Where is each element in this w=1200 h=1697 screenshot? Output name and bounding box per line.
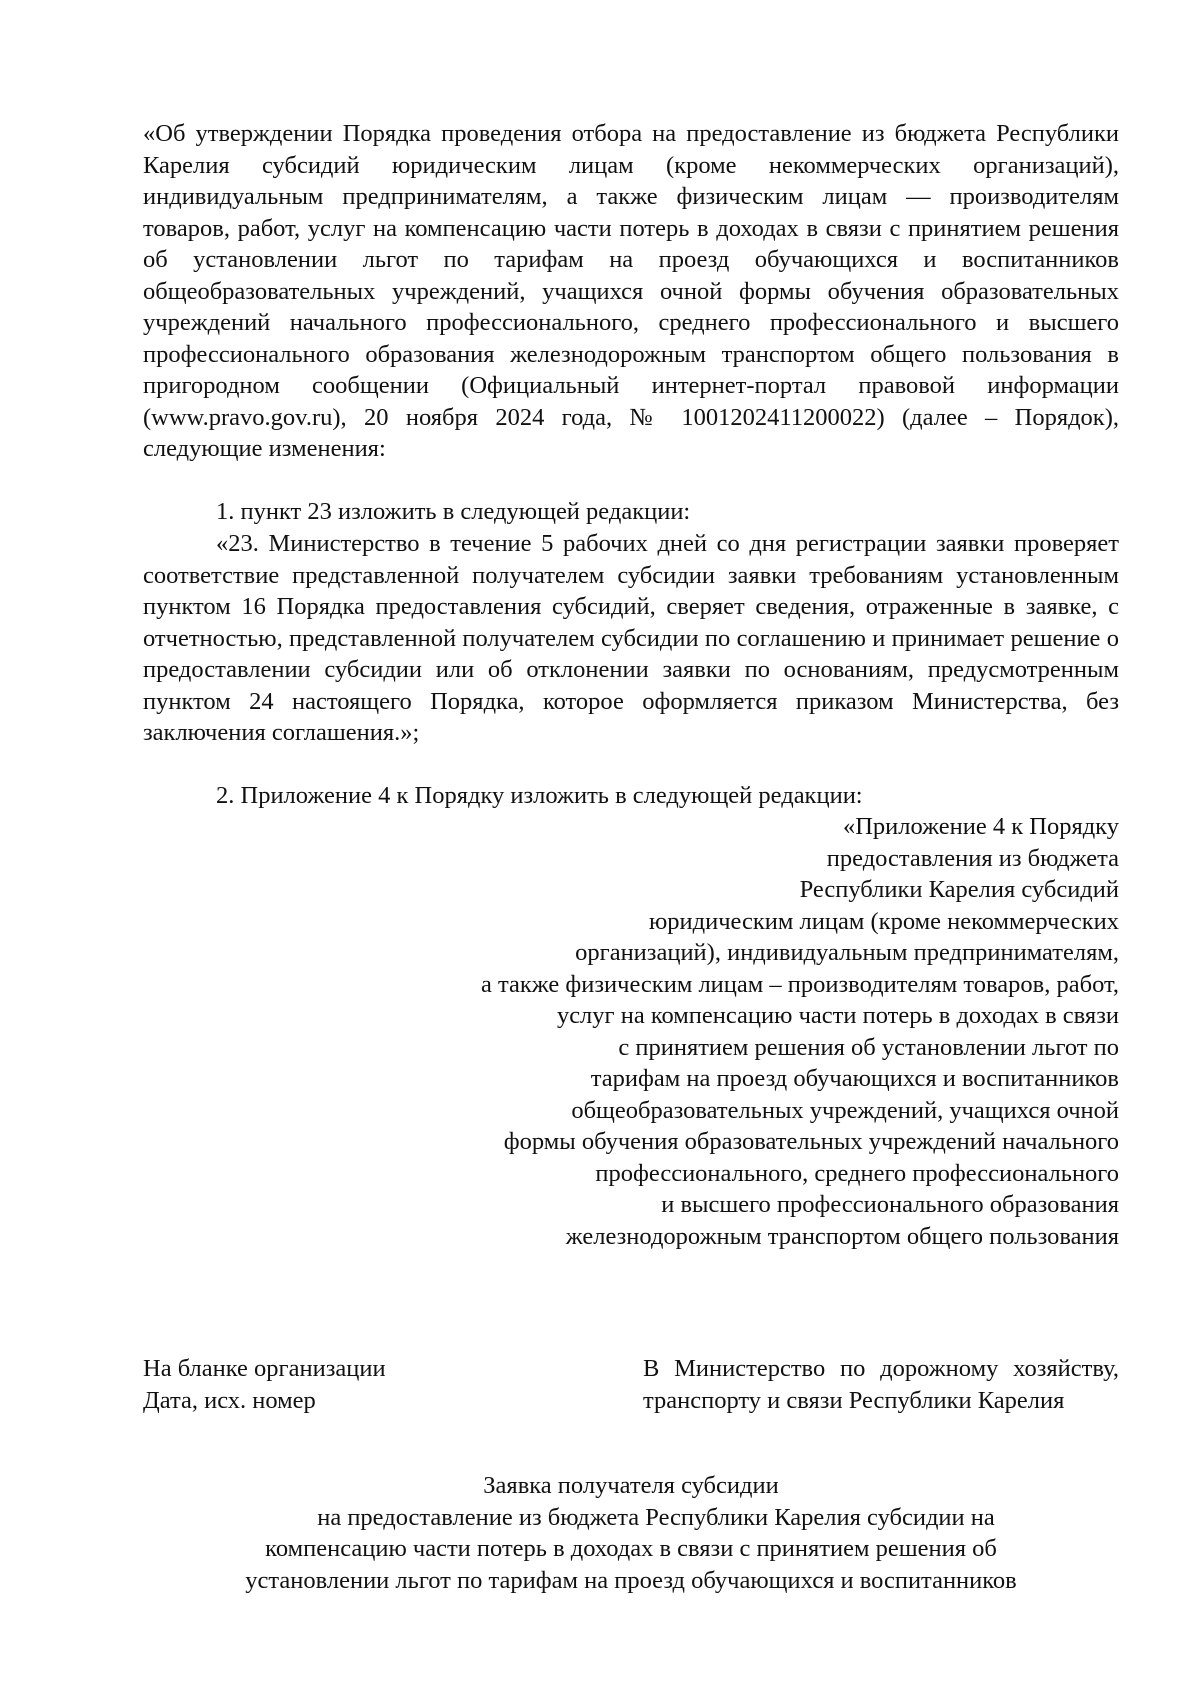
intro-paragraph <box>143 118 1119 465</box>
appendix-line: профессионального, среднего профессионального <box>595 1159 1119 1187</box>
appendix-line: с принятием решения об установлении льгот по <box>618 1033 1119 1061</box>
appendix-line: «Приложение 4 к Порядку <box>842 813 1119 840</box>
appendix-line: предоставления из бюджета <box>826 844 1119 872</box>
paragraph-23 <box>143 528 1119 749</box>
list-item-1-text: 1. пункт 23 изложить в следующей редакции: <box>216 498 691 525</box>
application-title-block <box>143 1470 1119 1596</box>
list-item-2 <box>143 780 1119 812</box>
appendix-line: организаций), индивидуальным предпринимателям, <box>575 939 1119 966</box>
application-subtitle-line: на предоставление из бюджета Республики Карелия субсидии на <box>317 1503 995 1531</box>
appendix-line: юридическим лицам (кроме некоммерческих <box>648 907 1119 935</box>
organization-letterhead-block <box>143 1353 573 1416</box>
letterhead-label: На бланке организации <box>143 1355 386 1382</box>
appendix-line: железнодорожным транспортом общего пользования <box>565 1222 1119 1250</box>
paragraph-23-text: «23. Министерство в течение 5 рабочих дней со дня регистрации заявки проверяет соответствие представленной получателем субсидии заявки требованиям установленным пунктом 16 Порядка предоставления субсидий, сверяет сведения, отраженные в заявке, с отчетностью, представленной получателем субсидии по соглашению и принимает решение о предоставлении субсидии или об отклонении заявки по основаниям, предусмотренным пунктом 24 настоящего Порядка, которое оформляется приказом Министерства, без заключения соглашения.»; <box>143 530 1119 746</box>
list-item-2-text: 2. Приложение 4 к Порядку изложить в следующей редакции: <box>216 782 863 809</box>
appendix-line: формы обучения образовательных учреждений начального <box>503 1128 1119 1155</box>
appendix-line: общеобразовательных учреждений, учащихся очной <box>571 1096 1119 1124</box>
appendix-heading-block <box>219 811 1119 1252</box>
addressee-block <box>643 1353 1119 1416</box>
list-item-1 <box>143 496 1119 528</box>
appendix-line: и высшего профессионального образования <box>661 1191 1119 1218</box>
application-subtitle-line: установлении льгот по тарифам на проезд обучающихся и воспитанников <box>245 1566 1017 1594</box>
intro-text: «Об утверждении Порядка проведения отбора на предоставление из бюджета Республики Карелия субсидий юридическим лицам (кроме некоммерческих организаций), индивидуальным предпринимателям, а также физическим лицам — производителям товаров, работ, услуг на компенсацию части потерь в доходах в связи с принятием решения об установлении льгот по тарифам на проезд обучающихся и воспитанников общеобразовательных учреждений, учащихся очной формы обучения образовательных учреждений начального профессионального, среднего профессионального и высшего профессионального образования железнодорожным транспортом общего пользования в пригородном сообщении (Официальный интернет-портал правовой информации (www.pravo.gov.ru), 20 ноября 2024 года, № 1001202411200022) (далее – Порядок), следующие изменения: <box>143 120 1119 462</box>
appendix-line: а также физическим лицам – производителям товаров, работ, <box>480 970 1119 998</box>
appendix-line: услуг на компенсацию части потерь в доходах в связи <box>556 1002 1119 1029</box>
application-title: Заявка получателя субсидии <box>483 1472 779 1499</box>
date-outgoing-number-label: Дата, исх. номер <box>143 1386 316 1414</box>
appendix-line: тарифам на проезд обучающихся и воспитанников <box>590 1065 1119 1092</box>
application-subtitle-line: компенсацию части потерь в доходах в связи с принятием решения об <box>265 1535 997 1562</box>
addressee-text: В Министерство по дорожному хозяйству, транспорту и связи Республики Карелия <box>643 1355 1119 1414</box>
appendix-line: Республики Карелия субсидий <box>799 876 1119 903</box>
